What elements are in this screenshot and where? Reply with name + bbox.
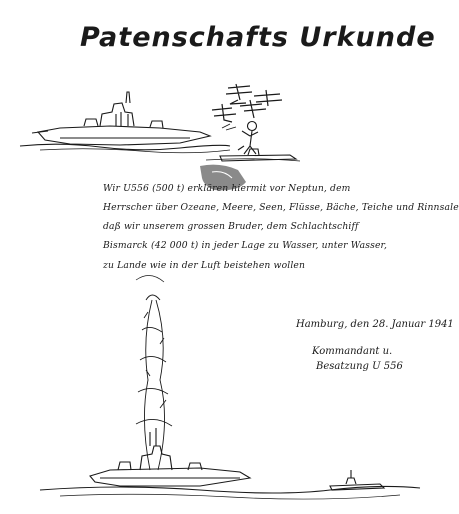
body-line: Bismarck (42 000 t) in jeder Lage zu Wasser, unter Wasser, — [103, 240, 388, 251]
battleship-top-sketch — [20, 92, 230, 153]
body-line: Herrscher über Ozeane, Meere, Seen, Flüsse, Bäche, Teiche und Rinnsale — [103, 202, 459, 213]
signature-line-1: Kommandant u. — [312, 346, 393, 357]
body-line: zu Lande wie in der Luft beistehen wollen — [103, 260, 306, 271]
biplanes-sketch — [212, 84, 282, 130]
place-date: Hamburg, den 28. Januar 1941 — [296, 319, 454, 330]
smoke-column-sketch — [136, 275, 172, 470]
signature-line-2: Besatzung U 556 — [316, 361, 403, 372]
page-title: Patenschafts Urkunde — [80, 22, 436, 53]
body-line: daß wir unserem grossen Bruder, dem Schlachtschiff — [103, 221, 359, 232]
body-line: Wir U556 (500 t) erklären hiermit vor Neptun, dem — [103, 183, 351, 194]
